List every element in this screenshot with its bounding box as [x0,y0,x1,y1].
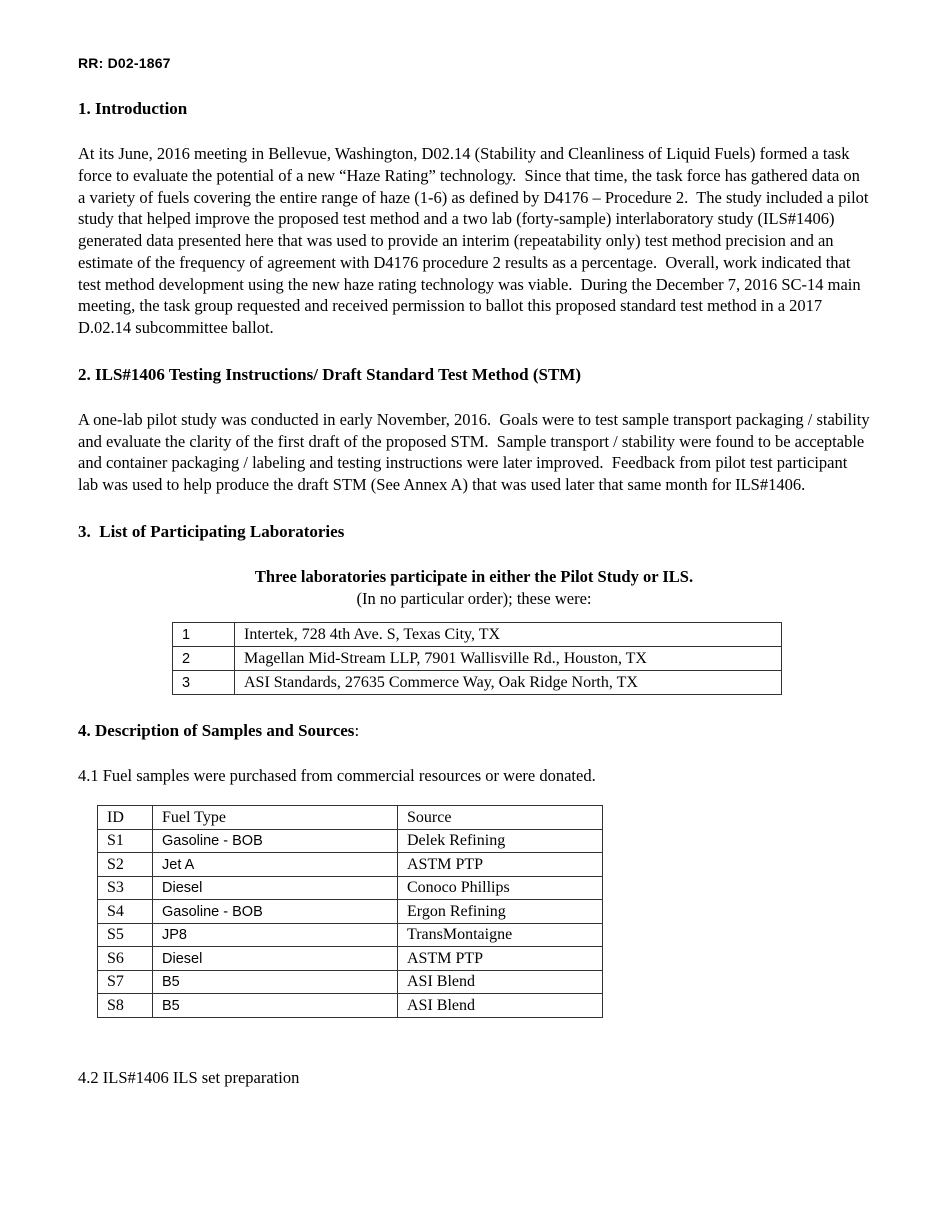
samples-table [97,805,603,1018]
sample-fuel-type: B5 [153,970,398,994]
section-4-heading [78,721,870,741]
table-row [173,623,782,647]
sample-id: S8 [98,994,153,1018]
table-row [98,994,603,1018]
table-row [98,876,603,900]
sample-fuel-type: Diesel [153,947,398,971]
sample-source: Ergon Refining [398,900,603,924]
sample-source: ASI Blend [398,994,603,1018]
lab-name: Magellan Mid-Stream LLP, 7901 Wallisville Rd., Houston, TX [235,647,782,671]
sample-id: S6 [98,947,153,971]
sample-fuel-type: Gasoline - BOB [153,829,398,853]
section-4-2-paragraph: 4.2 ILS#1406 ILS set preparation [78,1067,300,1087]
sample-id: S2 [98,853,153,877]
table-row [173,671,782,695]
column-header-source: Source [398,806,603,830]
sample-source: ASI Blend [398,970,603,994]
report-reference: RR: D02-1867 [78,55,171,71]
sample-id: S1 [98,829,153,853]
sample-source: Conoco Phillips [398,876,603,900]
lab-number: 3 [173,671,235,695]
section-4-1-paragraph: 4.1 Fuel samples were purchased from commercial resources or were donated. [78,766,596,786]
table-row [173,647,782,671]
lab-name: Intertek, 728 4th Ave. S, Texas City, TX [235,623,782,647]
table-row [98,970,603,994]
section-3-heading: 3. List of Participating Laboratories [78,521,345,541]
table-row [98,829,603,853]
sample-fuel-type: JP8 [153,923,398,947]
labs-subtitle: (In no particular order); these were: [356,589,592,609]
section-1-paragraph: At its June, 2016 meeting in Bellevue, Washington, D02.14 (Stability and Cleanliness of Liquid Fuels) formed a task force to evaluate the potential of a new “Haze Rating” technology. Since that time, the task force has gathered data on a variety of fuels covering the entire range of haze (1-6) as defined by D4176 – Procedure 2. The study included a pilot study that helped improve the proposed test method and a two lab (forty-sample) interlaboratory study (ILS#1406) generated data presented here that was used to provide an interim (repeatability only) test method precision and an estimate of the frequency of agreement with D4176 procedure 2 results as a percentage. Overall, work indicated that test method development using the new haze rating technology was viable. During the December 7, 2016 SC-14 main meeting, the task group requested and received permission to ballot this proposed standard test method in a 2017 D.02.14 subcommittee ballot. [78,144,873,338]
lab-number: 1 [173,623,235,647]
table-header-row [98,806,603,830]
section-4-heading-colon: : [354,721,360,741]
column-header-id: ID [98,806,153,830]
sample-id: S5 [98,923,153,947]
section-2-paragraph: A one-lab pilot study was conducted in early November, 2016. Goals were to test sample transport packaging / stability and evaluate the clarity of the first draft of the proposed STM. Sample transport / stability were found to be acceptable and container packaging / labeling and testing instructions were later improved. Feedback from pilot test participant lab was used to help produce the draft STM (See Annex A) that was used later that same month for ILS#1406. [78,409,874,495]
sample-id: S7 [98,970,153,994]
sample-fuel-type: B5 [153,994,398,1018]
lab-name: ASI Standards, 27635 Commerce Way, Oak Ridge North, TX [235,671,782,695]
section-4-heading-text: 4. Description of Samples and Sources [78,721,355,741]
sample-fuel-type: Diesel [153,876,398,900]
labs-subtitle-bold: Three laboratories participate in either the Pilot Study or ILS. [254,566,694,586]
section-2-heading: 2. ILS#1406 Testing Instructions/ Draft Standard Test Method (STM) [78,364,581,384]
sample-id: S3 [98,876,153,900]
sample-source: Delek Refining [398,829,603,853]
table-row [98,853,603,877]
sample-source: TransMontaigne [398,923,603,947]
table-row [98,923,603,947]
sample-fuel-type: Gasoline - BOB [153,900,398,924]
sample-fuel-type: Jet A [153,853,398,877]
sample-id: S4 [98,900,153,924]
column-header-fuel-type: Fuel Type [153,806,398,830]
sample-source: ASTM PTP [398,853,603,877]
section-1-heading: 1. Introduction [78,99,188,118]
table-row [98,947,603,971]
sample-source: ASTM PTP [398,947,603,971]
table-row [98,900,603,924]
participating-labs-table [172,622,782,695]
lab-number: 2 [173,647,235,671]
